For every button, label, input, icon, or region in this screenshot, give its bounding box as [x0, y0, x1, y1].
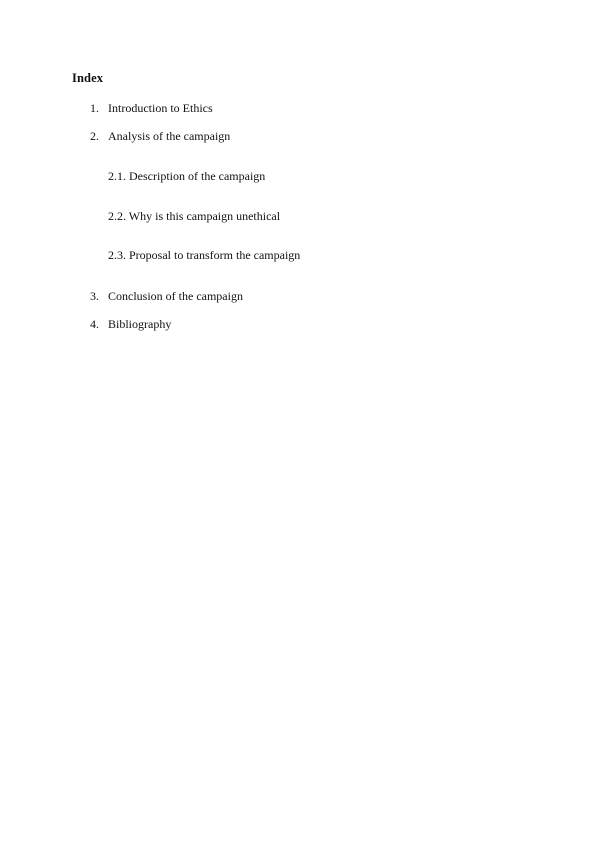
index-heading: Index — [72, 71, 104, 85]
toc-item-label: Conclusion of the campaign — [108, 289, 243, 303]
toc-item-label: Bibliography — [108, 317, 172, 331]
toc-item-number: 4. — [90, 317, 99, 331]
toc-subitem-label: 2.2. Why is this campaign unethical — [108, 209, 281, 223]
toc-subitem-description — [0, 169, 600, 183]
toc-subitem-unethical — [0, 209, 600, 223]
toc-item-analysis — [0, 129, 600, 143]
toc-item-label: Introduction to Ethics — [108, 101, 213, 115]
toc-item-number: 3. — [90, 289, 99, 303]
toc-item-bibliography — [0, 317, 600, 331]
toc-subitem-label: 2.1. Description of the campaign — [108, 169, 266, 183]
toc-item-label: Analysis of the campaign — [108, 129, 231, 143]
toc-item-number: 1. — [90, 101, 99, 115]
toc-subitem-proposal — [0, 248, 600, 262]
toc-item-conclusion — [0, 289, 600, 303]
toc-subitem-label: 2.3. Proposal to transform the campaign — [108, 248, 301, 262]
toc-item-introduction — [0, 101, 600, 115]
toc-item-number: 2. — [90, 129, 99, 143]
